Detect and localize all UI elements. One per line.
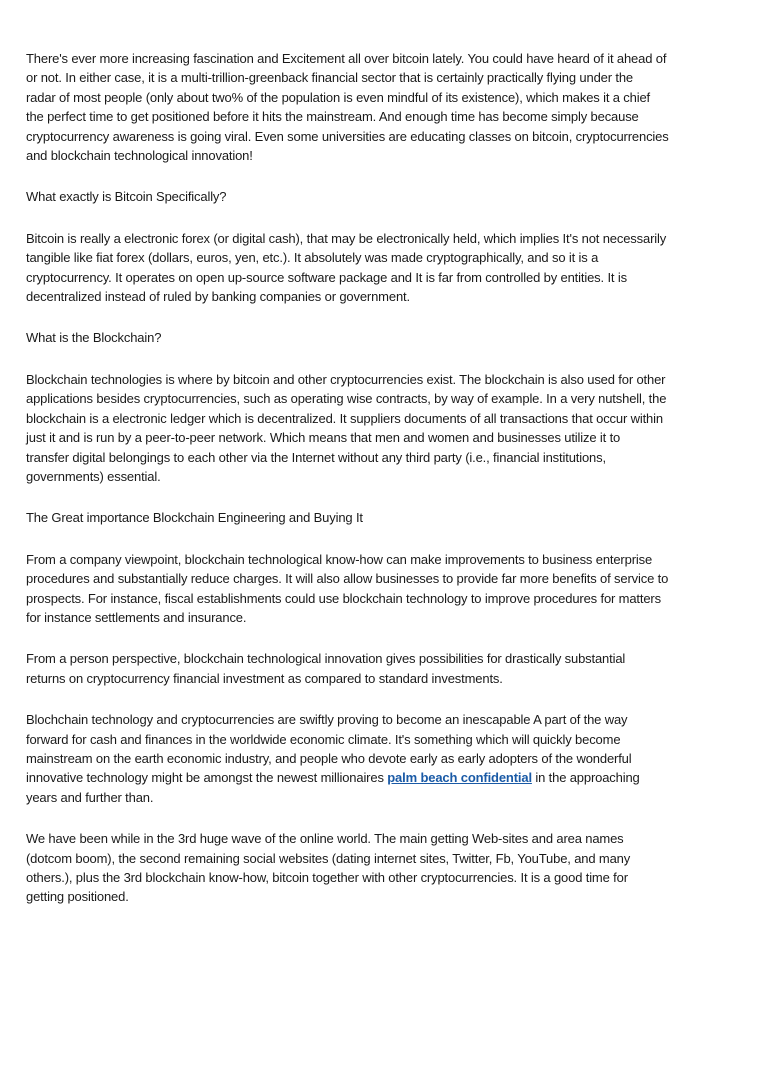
text-line: prospects. For instance, fiscal establishments could use blockchain technology to improve procedures for matters xyxy=(26,590,661,606)
text-line: Blochchain technology and cryptocurrencies are swiftly proving to become an inescapable A part of the way xyxy=(26,712,628,728)
text-line xyxy=(26,768,756,787)
text-line: radar of most people (only about two% of the population is even mindful of its existence), which makes it a chief xyxy=(26,89,650,105)
text-line: cryptocurrency. It operates on open up-source software package and It is far from controlled by entities. It is xyxy=(26,269,627,285)
paragraph xyxy=(26,649,756,688)
text-line: others.), plus the 3rd blockchain know-how, bitcoin together with other cryptocurrencies. It is a good time for xyxy=(26,870,628,885)
paragraph xyxy=(26,328,756,347)
text-line: cryptocurrency awareness is going viral. Even some universities are educating classes on bitcoin, cryptocurrencies xyxy=(26,128,669,144)
paragraph xyxy=(26,829,756,907)
text-line: Blockchain technologies is where by bitcoin and other cryptocurrencies exist. The blockchain is also used for other xyxy=(26,371,666,387)
text-line: and blockchain technological innovation! xyxy=(26,148,253,164)
text-before-link: innovative technology might be amongst the newest millionaires xyxy=(26,770,388,786)
text-line: just it and is run by a peer-to-peer network. Which means that men and women and businesses utilize it to xyxy=(26,430,621,446)
text-line: The Great importance Blockchain Engineering and Buying It xyxy=(26,510,363,526)
text-line: or not. In either case, it is a multi-trillion-greenback financial sector that is certainly practically flying under the xyxy=(26,70,634,86)
paragraph xyxy=(26,49,756,165)
text-line: What is the Blockchain? xyxy=(26,330,162,346)
text-line: applications besides cryptocurrencies, such as operating wise contracts, by way of example. In a very nutshell, the xyxy=(26,391,667,407)
text-line: Bitcoin is really a electronic forex (or digital cash), that may be electronically held, which implies It's not necessarily xyxy=(26,230,667,246)
text-line: tangible like fiat forex (dollars, euros, yen, etc.). It absolutely was made cryptographically, and so it is a xyxy=(26,250,599,266)
paragraph xyxy=(26,187,756,206)
text-line: From a person perspective, blockchain technological innovation gives possibilities for drastically substantial xyxy=(26,651,626,667)
text-line: (dotcom boom), the second remaining social websites (dating internet sites, Twitter, Fb, YouTube, and many xyxy=(26,850,631,866)
document-body xyxy=(26,49,756,929)
text-line: the perfect time to get positioned before it hits the mainstream. And enough time has become simply because xyxy=(26,109,639,125)
text-after-link: in the approaching xyxy=(531,770,640,786)
paragraph xyxy=(26,710,756,807)
text-line: for instance settlements and insurance. xyxy=(26,609,247,625)
palm-beach-confidential-link[interactable]: palm beach confidential xyxy=(387,770,532,786)
text-line: returns on cryptocurrency financial investment as compared to standard investments. xyxy=(26,670,503,686)
text-line: We have been while in the 3rd huge wave of the online world. The main getting Web-sites and area names xyxy=(26,831,624,847)
text-line: transfer digital belongings to each other via the Internet without any third party (i.e., financial institutions, xyxy=(26,449,606,465)
paragraph xyxy=(26,370,756,486)
text-line: What exactly is Bitcoin Specifically? xyxy=(26,189,227,205)
paragraph xyxy=(26,229,756,307)
text-line: forward for cash and finances in the worldwide economic climate. It's something which will quickly become xyxy=(26,731,621,747)
text-line: governments) essential. xyxy=(26,468,161,484)
text-line: From a company viewpoint, blockchain technological know-how can make improvements to business enterprise xyxy=(26,551,653,567)
paragraph xyxy=(26,550,756,628)
text-line: procedures and substantially reduce charges. It will also allow businesses to provide far more benefits of service to xyxy=(26,571,669,587)
text-line: decentralized instead of ruled by banking companies or government. xyxy=(26,289,410,305)
text-line: years and further than. xyxy=(26,789,154,805)
text-line: mainstream on the earth economic industry, and people who devote early as early adopters of the wonderful xyxy=(26,750,632,766)
text-line: There's ever more increasing fascination and Excitement all over bitcoin lately. You could have heard of it ahead of xyxy=(26,51,667,66)
text-line: blockchain is a electronic ledger which is decentralized. It suppliers documents of all transactions that occur within xyxy=(26,410,663,426)
paragraph xyxy=(26,508,756,527)
text-line: getting positioned. xyxy=(26,889,129,905)
